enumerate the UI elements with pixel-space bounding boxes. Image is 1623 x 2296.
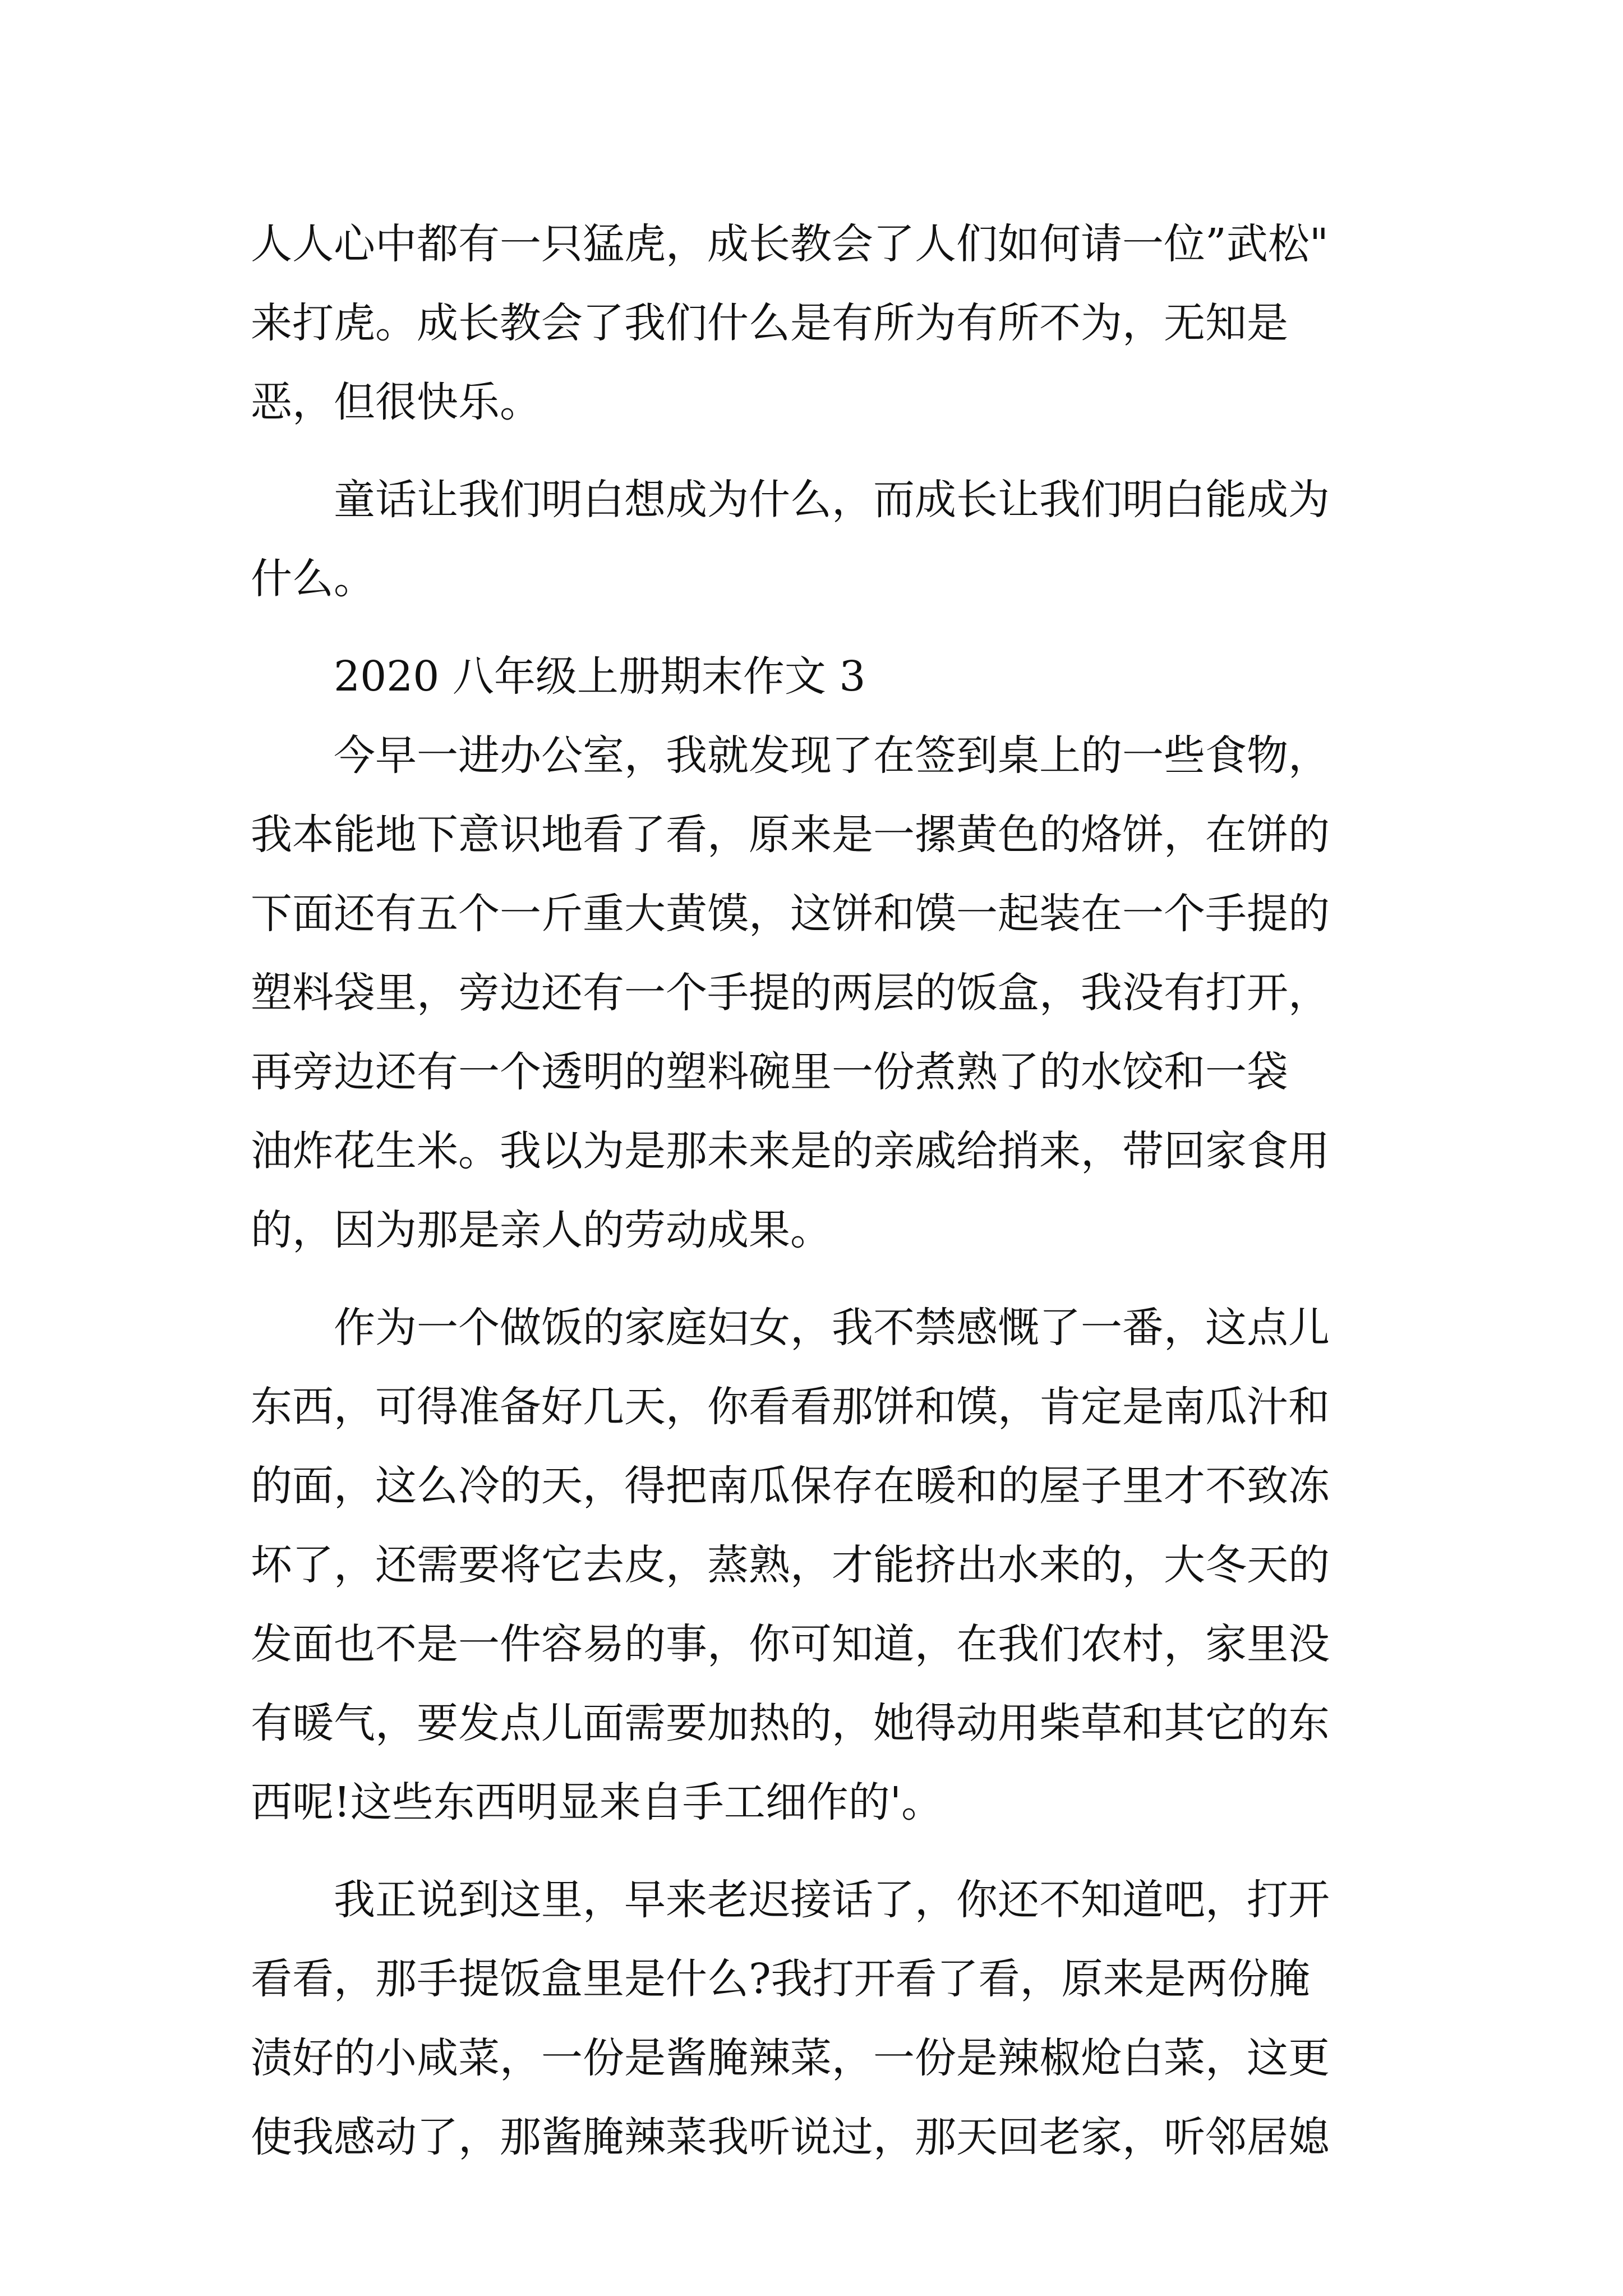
text-line: 人人心中都有一只猛虎，成长教会了人们如何请一位”武松"	[251, 220, 1329, 268]
section-heading	[251, 637, 1389, 716]
text-line: 作为一个做饭的家庭妇女，我不禁感慨了一番，这点儿	[334, 1304, 1330, 1352]
text-line: 看看，那手提饭盒里是什么?我打开看了看，原来是两份腌	[251, 1955, 1311, 2003]
paragraph	[251, 1289, 1389, 1842]
text-line: 再旁边还有一个透明的塑料碗里一份煮熟了的水饺和一袋	[251, 1048, 1288, 1096]
text-line: 西呢!这些东西明显来自手工细作的'。	[251, 1778, 943, 1826]
text-line: 恶，但很快乐。	[251, 378, 541, 426]
text-line: 下面还有五个一斤重大黄馍，这饼和馍一起装在一个手提的	[251, 890, 1330, 938]
text-line: 有暖气，要发点儿面需要加热的，她得动用柴草和其它的东	[251, 1699, 1330, 1747]
text-line: 童话让我们明白想成为什么，而成长让我们明白能成为	[334, 476, 1330, 524]
text-line: 来打虎。成长教会了我们什么是有所为有所不为，无知是	[251, 299, 1288, 347]
text-line: 什么。	[251, 555, 375, 603]
paragraph	[251, 461, 1389, 619]
paragraph	[251, 716, 1389, 1270]
heading-line: 2020 八年级上册期末作文 3	[334, 652, 866, 701]
text-line: 发面也不是一件容易的事，你可知道，在我们农村，家里没	[251, 1620, 1330, 1668]
text-line: 渍好的小咸菜，一份是酱腌辣菜，一份是辣椒炝白菜，这更	[251, 2034, 1330, 2082]
text-line: 使我感动了，那酱腌辣菜我听说过，那天回老家，听邻居媳	[251, 2113, 1330, 2161]
text-line: 坏了，还需要将它去皮，蒸熟，才能挤出水来的，大冬天的	[251, 1541, 1330, 1589]
text-line: 油炸花生米。我以为是那未来是的亲戚给捎来，带回家食用	[251, 1127, 1330, 1175]
text-line: 的面，这么冷的天，得把南瓜保存在暖和的屋子里才不致冻	[251, 1462, 1330, 1510]
paragraph	[251, 205, 1389, 442]
document-body	[251, 205, 1389, 2177]
text-line: 我正说到这里，早来老迟接话了，你还不知道吧，打开	[334, 1876, 1330, 1924]
text-line: 塑料袋里，旁边还有一个手提的两层的饭盒，我没有打开，	[251, 969, 1330, 1017]
text-line: 我本能地下意识地看了看，原来是一摞黄色的烙饼，在饼的	[251, 811, 1330, 859]
text-line: 的，因为那是亲人的劳动成果。	[251, 1206, 832, 1254]
text-line: 今早一进办公室，我就发现了在签到桌上的一些食物，	[334, 731, 1330, 780]
text-line: 东西，可得准备好几天，你看看那饼和馍，肯定是南瓜汁和	[251, 1383, 1330, 1431]
paragraph	[251, 1861, 1389, 2177]
